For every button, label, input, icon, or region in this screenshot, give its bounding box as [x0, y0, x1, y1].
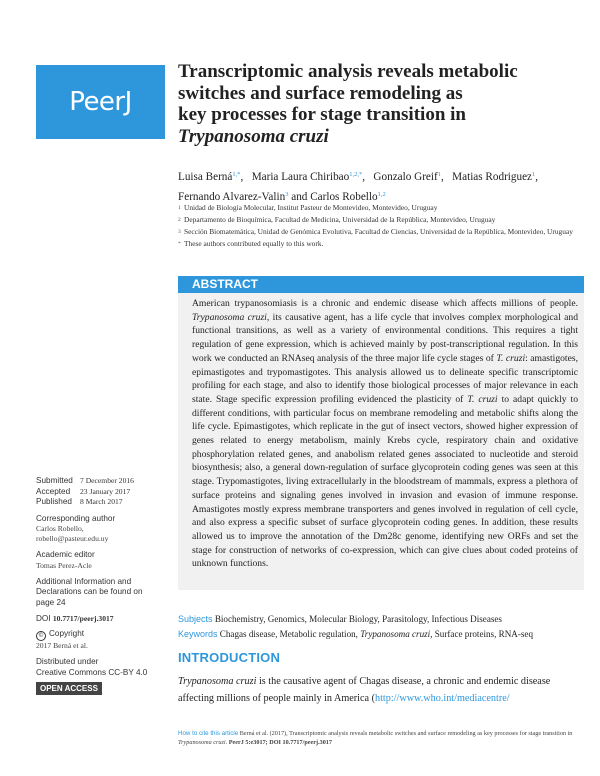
affiliation-item: 2 Departamento de Bioquímica, Facultad de Medicina, Universidad de la República, Montevideo, Uruguay	[178, 215, 496, 224]
abstract-heading: ABSTRACT	[178, 276, 584, 293]
affiliation-item: * These authors contributed equally to this work.	[178, 239, 324, 248]
subjects-keywords	[178, 612, 588, 642]
accepted-date: Accepted 23 January 2017	[36, 486, 131, 496]
doi[interactable]: DOI 10.7717/peerj.3017	[36, 614, 114, 623]
open-access-badge: OPEN ACCESS	[36, 682, 102, 695]
author-name[interactable]: Fernando Alvarez-Valin	[178, 191, 286, 203]
academic-editor: Academic editor Tomas Perez-Acle	[36, 550, 95, 570]
author-name[interactable]: Maria Laura Chiribao	[251, 171, 350, 183]
copyright: © Copyright 2017 Berná et al.	[36, 629, 88, 650]
peerj-logo: PeerJ	[36, 65, 165, 139]
introduction-text: Trypanosoma cruzi is the causative agent of Chagas disease, a chronic and endemic disease affecting millions of people mainly in America (http://www.who.int/mediacentre/	[178, 676, 551, 704]
author-name[interactable]: Luisa Berná	[178, 171, 233, 183]
citation-footer: How to cite this article Berná et al. (2017), Transcriptomic analysis reveals metabolic switches and surface remodeling as key processes for stage transition in Trypanosoma cruzi. PeerJ 5:e3017; DOI 10.7717/peerj.3017	[178, 730, 573, 746]
affiliations	[178, 203, 578, 250]
title-line-4: Trypanosoma cruzi	[178, 125, 329, 147]
affiliation-item: 1 Unidad de Biología Molecular, Institut Pasteur de Montevideo, Montevideo, Uruguay	[178, 203, 438, 212]
who-link[interactable]: http://www.who.int/mediacentre/	[375, 692, 510, 704]
title-line-3: key processes for stage transition in	[178, 104, 466, 125]
affiliation-item: 3 Sección Biomatemática, Unidad de Genómica Evolutiva, Facultad de Ciencias, Universidad de la República, Montevideo, Uruguay	[178, 227, 573, 236]
author-list: Luisa Berná$^{1,*}$, Maria Laura Chiribao$^{1,2,*}$, Gonzalo Greif$^1$, Matias Rodriguez$^1$, Fernando Alvarez-Valin$^3$ and Carlos Robello$^{1,2}$	[178, 171, 539, 203]
author-name[interactable]: Matias Rodriguez	[452, 171, 533, 183]
submitted-date: Submitted 7 December 2016	[36, 476, 134, 485]
keywords-row: Keywords Chagas disease, Metabolic regulation, Trypanosoma cruzi, Surface proteins, RNA-seq	[178, 629, 533, 639]
introduction-heading: INTRODUCTION	[178, 650, 281, 665]
published-date: Published 8 March 2017	[36, 497, 123, 506]
author-name[interactable]: Gonzalo Greif	[373, 171, 438, 183]
additional-info-link[interactable]: Additional Information and Declarations can be found on page 24	[36, 576, 143, 607]
title-line-1: Transcriptomic analysis reveals metabolic	[178, 61, 518, 82]
article-sidebar	[36, 476, 174, 696]
article-title	[178, 61, 578, 147]
license[interactable]: Distributed under Creative Commons CC-BY 4.0	[36, 657, 148, 677]
abstract-text: American trypanosomiasis is a chronic and endemic disease which affects millions of people. Trypanosoma cruzi, its causative agent, has a life cycle that involves complex morphological and functional transitions, as well as a variety of environmental conditions. This requires a tight regulation of gene expression, which is achieved mainly by post-transcriptional regulation. In this work we conducted an RNAseq analysis of the three major life cycle stages of T. cruzi: amastigotes, epimastigotes and trypomastigotes. This analysis allowed us to delineate specific transcriptomic profiling for each stage, and also to identify those biological processes of major relevance in each state. Stage specific expression profiling evidenced the plasticity of T. cruzi to adapt quickly to different conditions, with particular focus on membrane remodeling and metabolic shifts along the life cycle. Epimastigotes, which replicate in the gut of insect vectors, showed higher expression of genes related to energy metabolism, mainly Krebs cycle, respiratory chain and oxidative phosphorylation related genes, and anabolism related genes associated to nucleotide and steroid biosynthesis; also, a general down-regulation of surface glycoprotein coding genes was seen at this stage. Trypomastigotes, living extracellularly in the bloodstream of mammals, express a plethora of surface proteins and signaling genes involved in invasion and evasion of immune response. Amastigotes mostly express membrane transporters and genes involved in regulation of cell cycle, and also express a specific subset of surface glycoprotein coding genes. In addition, these results allowed us to improve the annotation of the Dm28c genome, identifying new ORFs and set the stage for construction of networks of co-expression, which can give clues about coded proteins of unknown functions.	[192, 298, 579, 570]
copyright-icon: ©	[38, 632, 44, 639]
subjects-row: Subjects Biochemistry, Genomics, Molecular Biology, Parasitology, Infectious Diseases	[178, 614, 502, 624]
title-line-2: switches and surface remodeling as	[178, 82, 463, 104]
author-name[interactable]: Carlos Robello	[310, 191, 378, 203]
corresponding-author: Corresponding author Carlos Robello, robello@pasteur.edu.uy	[36, 514, 174, 545]
author-email-link[interactable]: robello@pasteur.edu.uy	[36, 534, 109, 543]
